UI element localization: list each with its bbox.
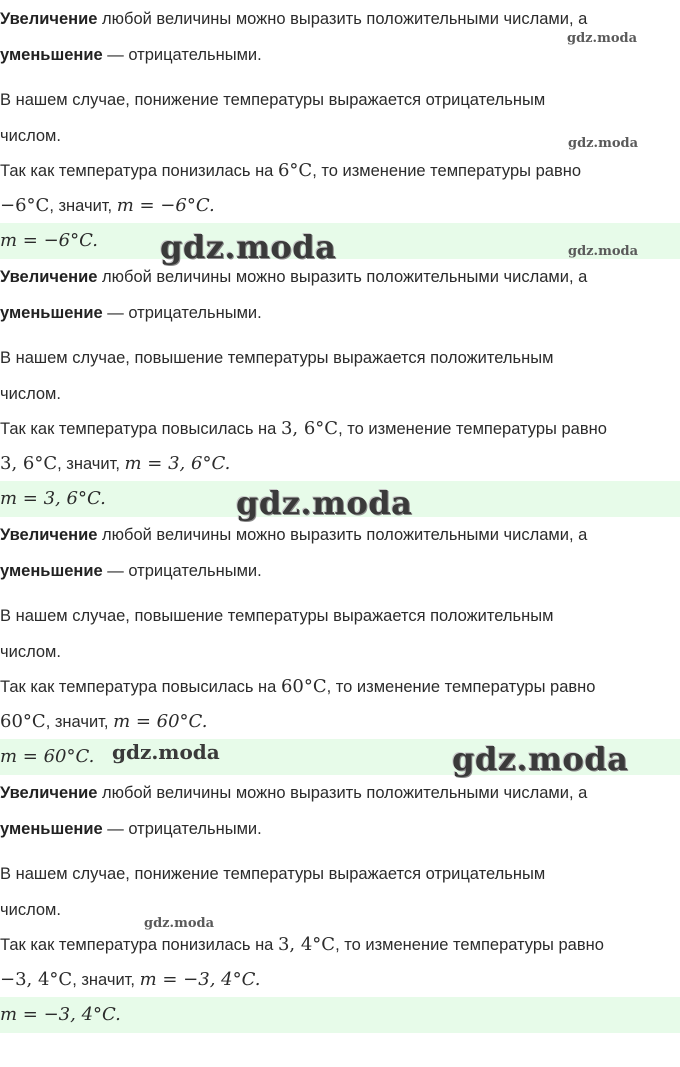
rule-line-2 (0, 816, 262, 842)
rule-bold-1: Увеличение (0, 526, 98, 544)
result-mid: , значит, (72, 971, 140, 989)
watermark-logo: gdz.moda (160, 228, 337, 266)
result-mid: , значит, (57, 455, 125, 473)
result-value: 60°C (0, 711, 46, 732)
calc-line (0, 158, 581, 184)
result-line (0, 193, 215, 219)
case-line-2: числом. (0, 127, 61, 145)
calc-value: 6°C (277, 160, 313, 181)
rule-bold-2: уменьшение (0, 304, 103, 322)
result-line (0, 709, 207, 735)
rule-line-1 (0, 6, 587, 32)
case-line-2: числом. (0, 385, 61, 403)
watermark-logo: gdz.moda (452, 740, 629, 778)
watermark-logo: gdz.moda (112, 740, 220, 764)
calc-post: , то изменение температуры равно (335, 936, 604, 954)
calc-pre: Так как температура понизилась на (0, 936, 278, 954)
calc-value: 3, 6°C (280, 418, 339, 439)
rule-bold-1: Увеличение (0, 10, 98, 28)
calc-value: 3, 4°C (277, 934, 336, 955)
calc-value: 60°C (280, 676, 327, 697)
result-equation: m = −3, 4°C. (139, 969, 261, 990)
watermark-logo: gdz.moda (144, 916, 215, 931)
result-value: −6°C (0, 195, 50, 216)
result-equation: m = −6°C. (116, 195, 215, 216)
rule-bold-2: уменьшение (0, 562, 103, 580)
rule-text-1: любой величины можно выразить положительными числами, а (97, 268, 588, 286)
calc-pre: Так как температура повысилась на (0, 678, 281, 696)
calc-line (0, 416, 607, 442)
watermark-logo: gdz.moda (568, 244, 639, 259)
rule-text-1: любой величины можно выразить положительными числами, а (97, 784, 588, 802)
rule-line-1 (0, 780, 587, 806)
result-value: 3, 6°C (0, 453, 58, 474)
calc-pre: Так как температура понизилась на (0, 162, 278, 180)
rule-text-1: любой величины можно выразить положительными числами, а (97, 10, 588, 28)
watermark-logo: gdz.moda (568, 136, 639, 151)
rule-text-2: — отрицательными. (102, 304, 262, 322)
rule-line-2 (0, 300, 262, 326)
rule-bold-2: уменьшение (0, 820, 103, 838)
case-line-1: В нашем случае, понижение температуры выражается отрицательным (0, 865, 546, 883)
answer-text: m = 3, 6°C. (0, 488, 106, 509)
rule-bold-1: Увеличение (0, 784, 98, 802)
calc-post: , то изменение температуры равно (326, 678, 596, 696)
result-equation: m = 3, 6°C. (124, 453, 231, 474)
calc-post: , то изменение температуры равно (312, 162, 581, 180)
answer-text: m = −6°C. (0, 230, 98, 251)
case-line-2: числом. (0, 643, 61, 661)
rule-line-1 (0, 522, 587, 548)
rule-text-2: — отрицательными. (102, 820, 262, 838)
rule-line-2 (0, 558, 262, 584)
case-line-1: В нашем случае, понижение температуры выражается отрицательным (0, 91, 546, 109)
calc-line (0, 674, 595, 700)
result-equation: m = 60°C. (113, 711, 208, 732)
answer-box (0, 997, 680, 1033)
case-line-1: В нашем случае, повышение температуры выражается положительным (0, 349, 554, 367)
result-value: −3, 4°C (0, 969, 73, 990)
watermark-logo: gdz.moda (236, 484, 413, 522)
rule-text-2: — отрицательными. (102, 562, 262, 580)
rule-bold-1: Увеличение (0, 268, 98, 286)
answer-text: m = 60°C. (0, 746, 95, 767)
rule-line-1 (0, 264, 587, 290)
result-mid: , значит, (45, 713, 114, 731)
rule-text-2: — отрицательными. (102, 46, 262, 64)
watermark-logo: gdz.moda (567, 31, 638, 46)
case-line-2: числом. (0, 901, 61, 919)
result-line (0, 967, 260, 993)
case-line-1: В нашем случае, повышение температуры выражается положительным (0, 607, 554, 625)
answer-text: m = −3, 4°C. (0, 1004, 121, 1025)
result-line (0, 451, 230, 477)
calc-line (0, 932, 604, 958)
calc-pre: Так как температура повысилась на (0, 420, 281, 438)
rule-text-1: любой величины можно выразить положительными числами, а (97, 526, 588, 544)
calc-post: , то изменение температуры равно (338, 420, 607, 438)
rule-bold-2: уменьшение (0, 46, 103, 64)
result-mid: , значит, (49, 197, 117, 215)
rule-line-2 (0, 42, 262, 68)
